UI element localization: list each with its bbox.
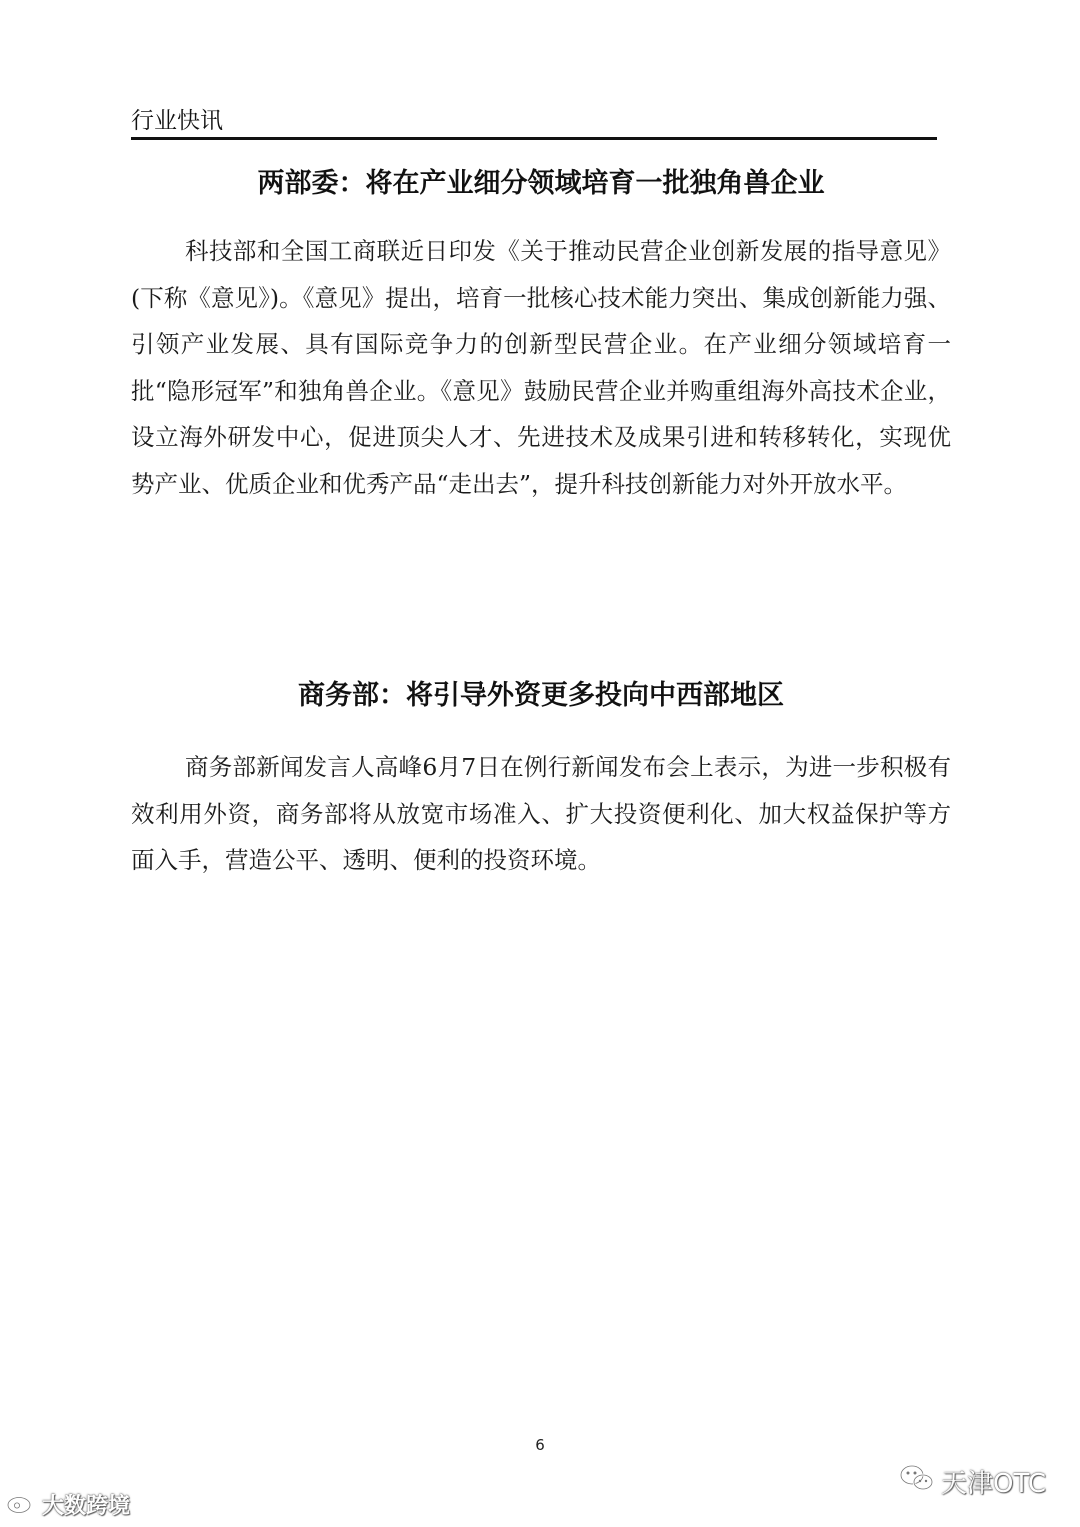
article-title: 两部委：将在产业细分领域培育一批独角兽企业	[257, 168, 825, 199]
article	[131, 166, 951, 507]
weibo-icon	[6, 1490, 42, 1520]
wechat-icon	[899, 1463, 941, 1500]
section-label: 行业快讯	[131, 108, 223, 134]
article-title: 商务部：将引导外资更多投向中西部地区	[298, 680, 784, 711]
article-body: 商务部新闻发言人高峰6月7日在例行新闻发布会上表示，为进一步积极有效利用外资，商务部将从放宽市场准入、扩大投资便利化、加大权益保护等方面入手，营造公平、透明、便利的投资环境。	[131, 753, 951, 874]
watermark-left	[6, 1489, 130, 1520]
watermark-left-text: 大数跨境	[42, 1494, 131, 1519]
watermark-right	[899, 1463, 1046, 1500]
watermark-right-text: 天津OTC	[941, 1469, 1046, 1499]
page-number: 6	[535, 1436, 545, 1454]
header-divider	[131, 137, 937, 140]
article	[131, 678, 951, 884]
article-body: 科技部和全国工商联近日印发《关于推动民营企业创新发展的指导意见》(下称《意见》)。《意见》提出，培育一批核心技术能力突出、集成创新能力强、引领产业发展、具有国际竞争力的创新型民营企业。在产业细分领域培育一批“隐形冠军”和独角兽企业。《意见》鼓励民营企业并购重组海外高技术企业，设立海外研发中心，促进顶尖人才、先进技术及成果引进和转移转化，实现优势产业、优质企业和优秀产品“走出去”，提升科技创新能力对外开放水平。	[131, 237, 951, 498]
